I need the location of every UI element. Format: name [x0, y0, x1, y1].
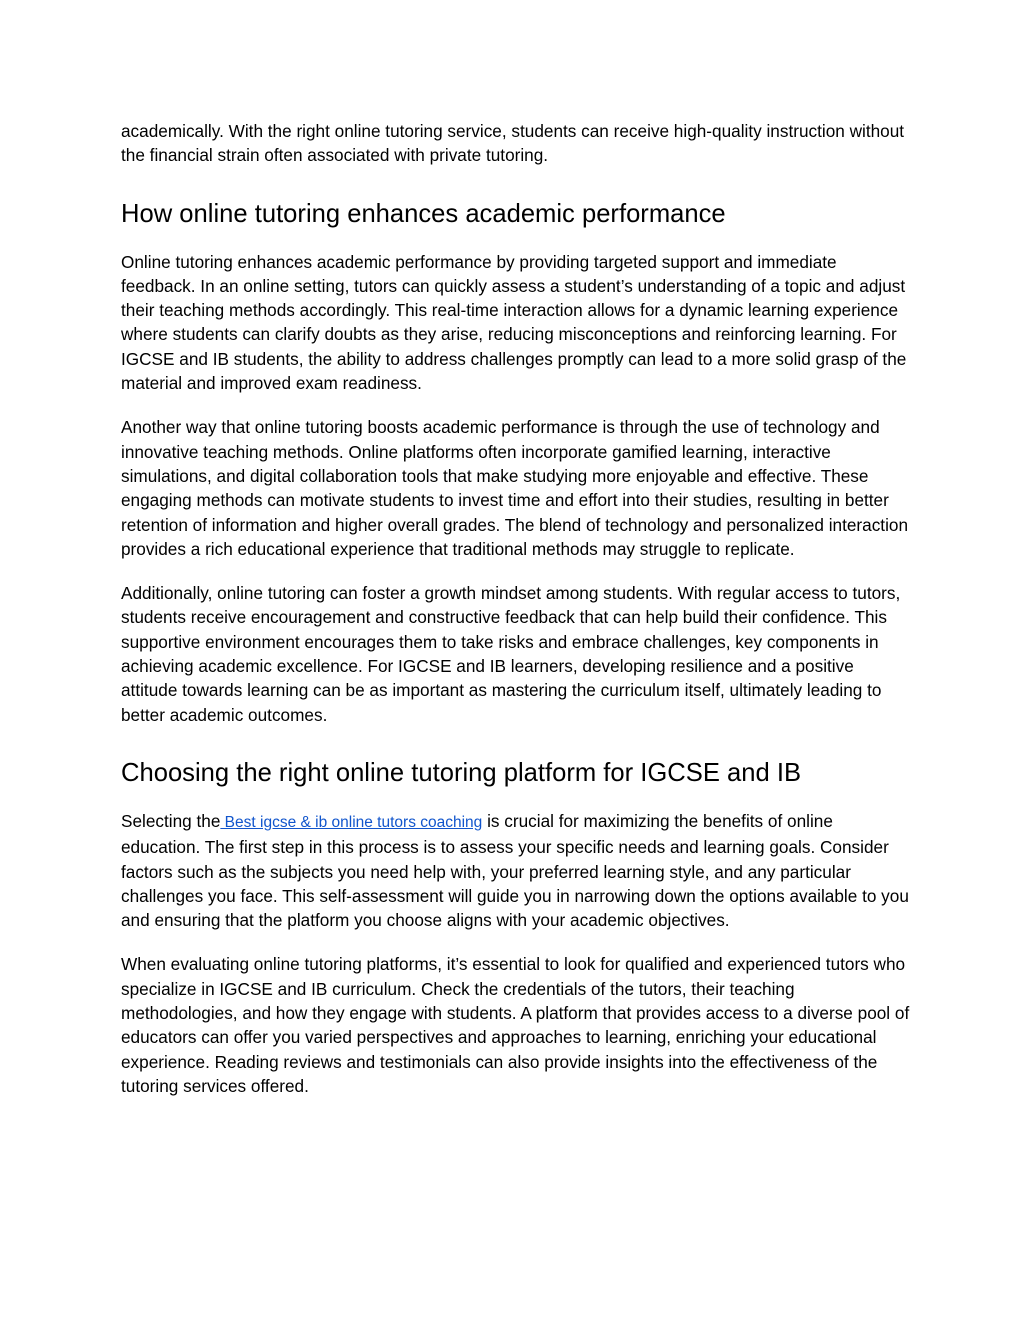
- performance-paragraph-1: Online tutoring enhances academic performance by providing targeted support and immediate feedback. In an online setting, tutors can quickly assess a student’s understanding of a topic and adjust their teaching methods accordingly. This real-time interaction allows for a dynamic learning experience where students can clarify doubts as they arise, reducing misconceptions and reinforcing learning. For IGCSE and IB students, the ability to address challenges promptly can lead to a more solid grasp of the material and improved exam readiness.: [121, 251, 907, 394]
- choosing-paragraph-1-rest: is crucial for maximizing the benefits of online education. The first step in this process is to assess your specific needs and learning goals. Consider factors such as the subjects you need help with, your preferred learning style, and any particular challenges you face. This self-assessment will guide you in narrowing down the options available to you and ensuring that the platform you choose aligns with your academic objectives.: [121, 810, 909, 931]
- choosing-paragraph-2: When evaluating online tutoring platforms, it’s essential to look for qualified and experienced tutors who specialize in IGCSE and IB curriculum. Check the credentials of the tutors, their teaching methodologies, and how they engage with students. A platform that provides access to a diverse pool of educators can offer you varied perspectives and approaches to learning, enriching your educational experience. Reading reviews and testimonials can also provide insights into the effectiveness of the tutoring services offered.: [121, 954, 910, 1096]
- section-heading-choosing: Choosing the right online tutoring platform for IGCSE and IB: [121, 758, 802, 787]
- document-page: [121, 119, 911, 1098]
- intro-paragraph: academically. With the right online tutoring service, students can receive high-quality instruction without the financial strain often associated with private tutoring.: [121, 121, 905, 166]
- performance-paragraph-2: Another way that online tutoring boosts academic performance is through the use of technology and innovative teaching methods. Online platforms often incorporate gamified learning, interactive simulations, and digital collaboration tools that make studying more enjoyable and effective. These engaging methods can motivate students to invest time and effort into their studies, resulting in better retention of information and higher overall grades. The blend of technology and personalized interaction provides a rich educational experience that traditional methods may struggle to replicate.: [121, 417, 908, 559]
- choosing-paragraph-1-lead: Selecting the: [121, 810, 221, 831]
- choosing-paragraph-1: [121, 809, 911, 932]
- performance-paragraph-3: Additionally, online tutoring can foster a growth mindset among students. With regular access to tutors, students receive encouragement and constructive feedback that can help build their confidence. This supportive environment encourages them to take risks and embrace challenges, key components in achieving academic excellence. For IGCSE and IB learners, developing resilience and a positive attitude towards learning can be as important as mastering the curriculum itself, ultimately leading to better academic outcomes.: [121, 583, 901, 725]
- tutors-coaching-link[interactable]: Best igcse & ib online tutors coaching: [220, 813, 483, 831]
- section-heading-performance: How online tutoring enhances academic performance: [121, 199, 726, 228]
